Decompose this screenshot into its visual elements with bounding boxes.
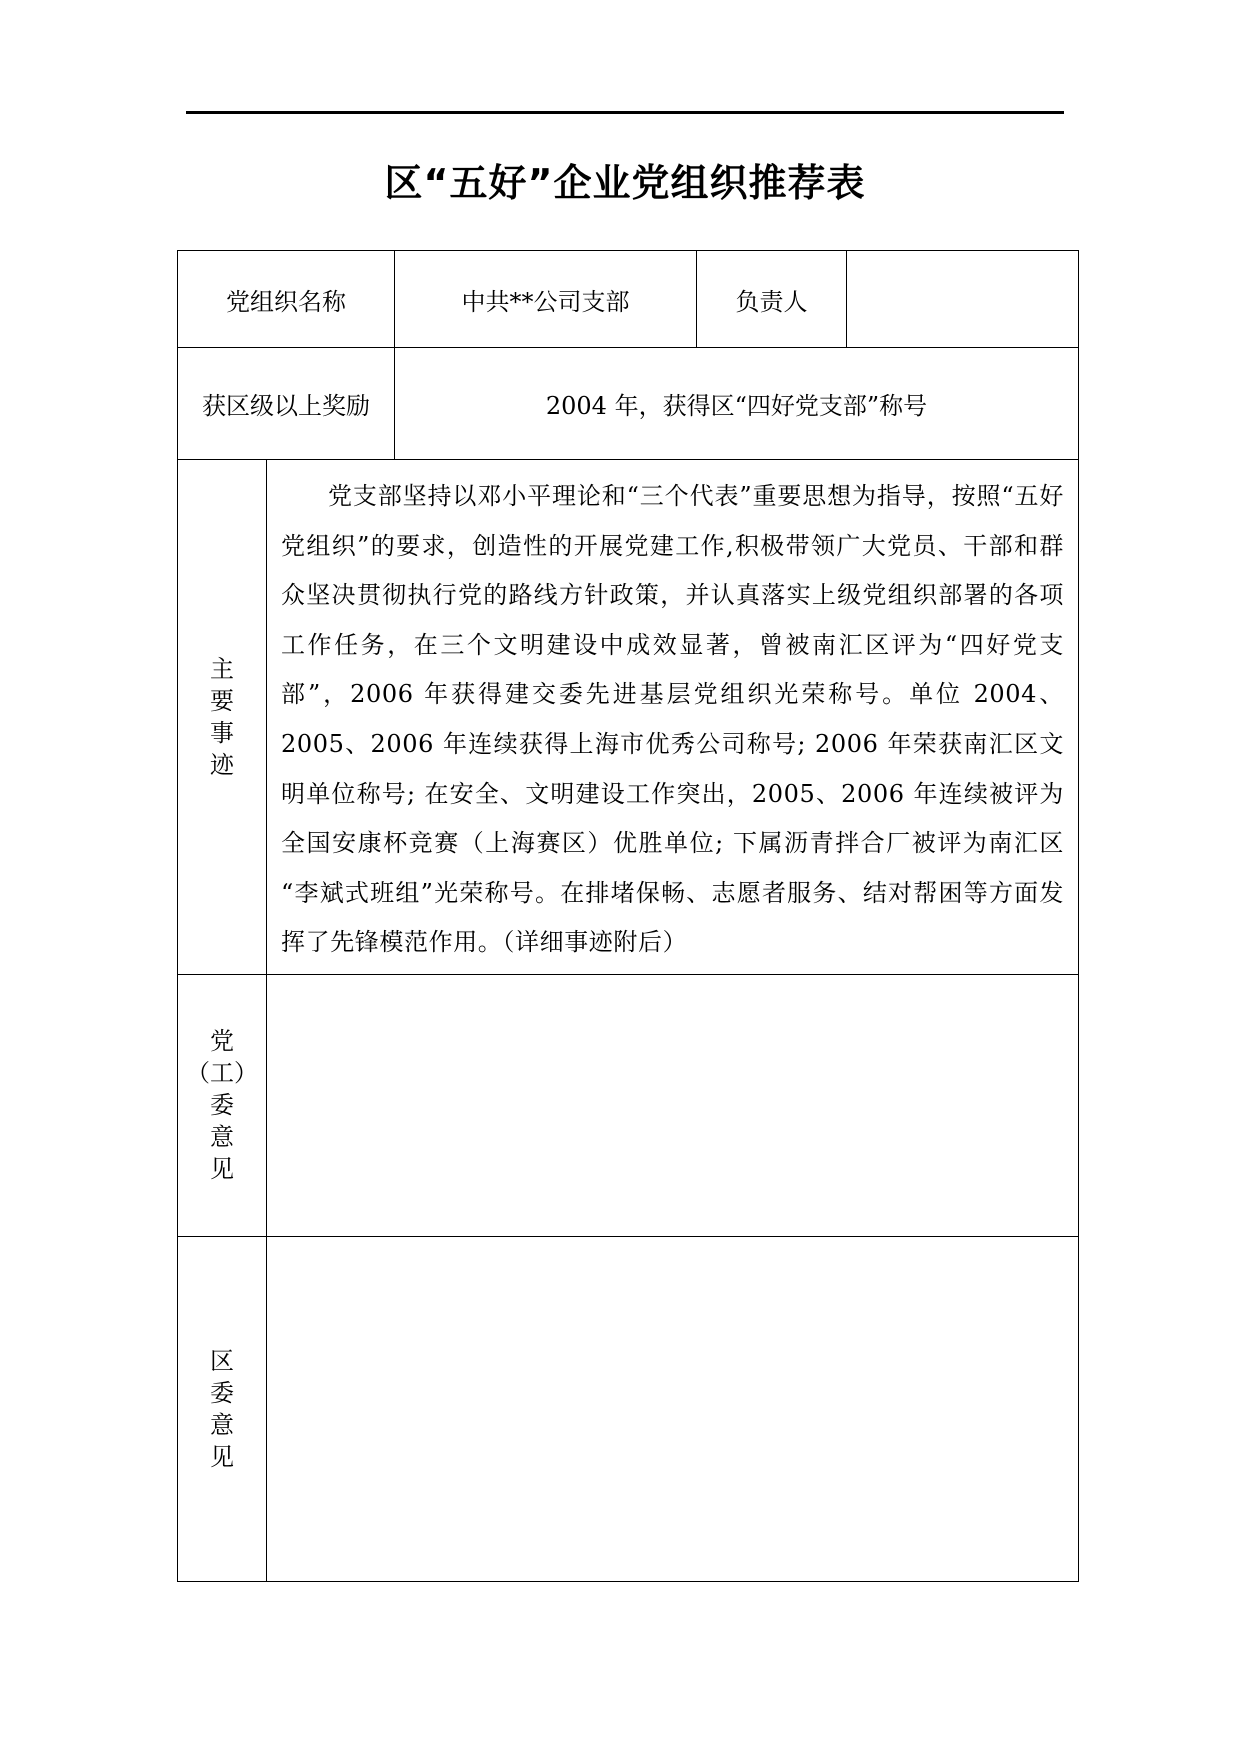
top-rule [186, 111, 1064, 114]
leader-label: 负责人 [697, 251, 847, 348]
deeds-text-cell[interactable] [267, 460, 1079, 975]
deeds-text: 党支部坚持以邓小平理论和“三个代表”重要思想为指导，按照“五好党组织”的要求，创造性的开展党建工作,积极带领广大党员、干部和群众坚决贯彻执行党的路线方针政策，并认真落实上级党组织部署的各项工作任务，在三个文明建设中成效显著，曾被南汇区评为“四好党支部”，2006 年获得建交委先进基层党组织光荣称号。单位 2004、2005、2006 年连续获得上海市优秀公司称号; 2006 年荣获南汇区文明单位称号; 在安全、文明建设工作突出，2005、2006 年连续被评为全国安康杯竞赛（上海赛区）优胜单位; 下属沥青拌合厂被评为南汇区 “李斌式班组”光荣称号。在排堵保畅、志愿者服务、结对帮困等方面发挥了先锋模范作用。（详细事迹附后） [281, 482, 1064, 957]
deeds-label-char: 要 [210, 686, 234, 715]
party-committee-label-char: 意 [210, 1123, 234, 1152]
district-committee-label-char: 见 [210, 1442, 234, 1471]
party-committee-label-char: （工） [186, 1059, 258, 1088]
awards-value[interactable]: 2004 年，获得区“四好党支部”称号 [395, 348, 1079, 460]
district-committee-label-char: 委 [210, 1378, 234, 1407]
org-name-row [178, 251, 1079, 348]
awards-label: 获区级以上奖励 [178, 348, 395, 460]
awards-row [178, 348, 1079, 460]
deeds-label-char: 迹 [210, 750, 234, 779]
recommendation-form [177, 250, 1079, 1582]
deeds-label [178, 460, 267, 975]
district-committee-label-char: 区 [210, 1346, 234, 1375]
deeds-label-char: 事 [210, 718, 234, 747]
district-committee-label [178, 1236, 267, 1581]
district-committee-label-char: 意 [210, 1410, 234, 1439]
party-committee-label [178, 974, 267, 1236]
party-committee-label-char: 见 [210, 1155, 234, 1184]
deeds-row [178, 460, 1079, 975]
org-name-label: 党组织名称 [178, 251, 395, 348]
deeds-label-char: 主 [210, 654, 234, 683]
district-committee-row [178, 1236, 1079, 1581]
org-name-value[interactable]: 中共**公司支部 [395, 251, 697, 348]
leader-value[interactable] [847, 251, 1079, 348]
district-committee-opinion[interactable] [267, 1236, 1079, 1581]
party-committee-row [178, 974, 1079, 1236]
party-committee-label-char: 委 [210, 1091, 234, 1120]
document-title: 区“五好”企业党组织推荐表 [384, 161, 866, 205]
party-committee-opinion[interactable] [267, 974, 1079, 1236]
party-committee-label-char: 党 [210, 1027, 234, 1056]
